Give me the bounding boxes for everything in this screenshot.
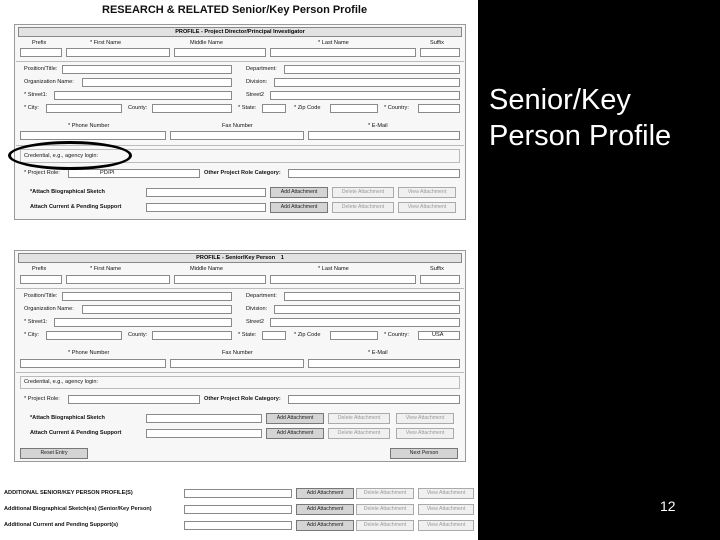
additional-profiles-add-button[interactable]: Add Attachment	[296, 488, 354, 499]
sk-profile-header-text: PROFILE - Senior/Key Person	[196, 255, 276, 261]
additional-profiles-delete-button[interactable]: Delete Attachment	[356, 488, 414, 499]
pd-project-role-label: * Project Role:	[24, 170, 60, 176]
additional-profiles-file	[184, 489, 292, 498]
pd-biosketch-label: *Attach Biographical Sketch	[30, 189, 105, 195]
sk-phone-label: * Phone Number	[68, 350, 110, 356]
additional-biosketches-label: Additional Biographical Sketch(es) (Senior/Key Person)	[4, 506, 152, 512]
sk-suffix-label: Suffix	[430, 266, 444, 272]
pd-other-role-label: Other Project Role Category:	[204, 170, 281, 176]
sk-current-pending-delete-button[interactable]: Delete Attachment	[328, 428, 390, 439]
pd-credential-label: Credential, e.g., agency login:	[24, 153, 99, 159]
pd-phone-label: * Phone Number	[68, 123, 110, 129]
sk-email-input[interactable]	[308, 359, 460, 368]
pd-state-select[interactable]	[262, 104, 286, 113]
pd-county-input[interactable]	[152, 104, 232, 113]
sk-street1-label: * Street1:	[24, 319, 48, 325]
additional-biosketches-add-button[interactable]: Add Attachment	[296, 504, 354, 515]
sk-current-pending-file	[146, 429, 262, 438]
sk-email-label: * E-Mail	[368, 350, 388, 356]
pd-division-label: Division:	[246, 79, 268, 85]
sk-other-role-input[interactable]	[288, 395, 460, 404]
sk-prefix-input[interactable]	[20, 275, 62, 284]
sk-zip-label: * Zip Code	[294, 332, 321, 338]
pd-state-label: * State:	[238, 105, 257, 111]
pd-project-role-select[interactable]	[68, 169, 200, 178]
sk-other-role-label: Other Project Role Category:	[204, 396, 281, 402]
sk-current-pending-view-button[interactable]: View Attachment	[396, 428, 454, 439]
sk-state-label: * State:	[238, 332, 257, 338]
pd-first-name-label: * First Name	[90, 40, 122, 46]
sk-state-select[interactable]	[262, 331, 286, 340]
additional-biosketches-delete-button[interactable]: Delete Attachment	[356, 504, 414, 515]
additional-biosketches-view-button[interactable]: View Attachment	[418, 504, 474, 515]
sk-current-pending-label: Attach Current & Pending Support	[30, 430, 122, 436]
sk-country-value: USA	[432, 332, 444, 338]
page-title: RESEARCH & RELATED Senior/Key Person Profile	[102, 4, 368, 16]
pd-prefix-input[interactable]	[20, 48, 62, 57]
sk-project-role-select[interactable]	[68, 395, 200, 404]
pd-other-role-input[interactable]	[288, 169, 460, 178]
pd-organization-label: Organization Name:	[24, 79, 74, 85]
sk-division-label: Division:	[246, 306, 268, 312]
sk-suffix-input[interactable]	[420, 275, 460, 284]
additional-current-pending-file	[184, 521, 292, 530]
pd-zip-label: * Zip Code	[294, 105, 321, 111]
sk-first-name-label: * First Name	[90, 266, 122, 272]
sk-last-name-label: * Last Name	[318, 266, 349, 272]
pd-division-input[interactable]	[274, 78, 460, 87]
pd-last-name-label: * Last Name	[318, 40, 349, 46]
pd-department-label: Department:	[246, 66, 277, 72]
pd-country-select[interactable]	[418, 104, 460, 113]
sk-biosketch-label: *Attach Biographical Sketch	[30, 415, 105, 421]
sk-division-input[interactable]	[274, 305, 460, 314]
sk-city-label: * City:	[24, 332, 39, 338]
pd-email-input[interactable]	[308, 131, 460, 140]
pd-profile-header: PROFILE - Project Director/Principal Investigator	[18, 27, 462, 37]
pd-project-role-value: PD/PI	[100, 170, 115, 176]
sk-current-pending-add-button[interactable]: Add Attachment	[266, 428, 324, 439]
sk-fax-label: Fax Number	[222, 350, 253, 356]
pd-suffix-label: Suffix	[430, 40, 444, 46]
pd-current-pending-label: Attach Current & Pending Support	[30, 204, 122, 210]
pd-organization-input[interactable]	[82, 78, 232, 87]
pd-street2-input[interactable]	[270, 91, 460, 100]
sk-biosketch-view-button[interactable]: View Attachment	[396, 413, 454, 424]
pd-phone-input[interactable]	[20, 131, 166, 140]
sk-middle-name-label: Middle Name	[190, 266, 223, 272]
sk-credential-input[interactable]	[20, 376, 460, 389]
pd-county-label: County:	[128, 105, 148, 111]
pd-current-pending-file	[146, 203, 266, 212]
pd-city-input[interactable]	[46, 104, 122, 113]
slide-page-number: 12	[660, 498, 676, 514]
pd-fax-label: Fax Number	[222, 123, 253, 129]
pd-street1-label: * Street1:	[24, 92, 48, 98]
sk-prefix-label: Prefix	[32, 266, 47, 272]
pd-suffix-input[interactable]	[420, 48, 460, 57]
pd-street2-label: Street2	[246, 92, 265, 98]
sk-organization-input[interactable]	[82, 305, 232, 314]
sk-profile-header	[18, 253, 462, 263]
sk-biosketch-file	[146, 414, 262, 423]
sk-organization-label: Organization Name:	[24, 306, 74, 312]
sk-biosketch-delete-button[interactable]: Delete Attachment	[328, 413, 390, 424]
additional-profiles-view-button[interactable]: View Attachment	[418, 488, 474, 499]
pd-biosketch-delete-button[interactable]: Delete Attachment	[332, 187, 394, 198]
pd-current-pending-add-button[interactable]: Add Attachment	[270, 202, 328, 213]
slide-title: Senior/Key Person Profile	[489, 84, 672, 152]
pd-zip-input[interactable]	[330, 104, 378, 113]
credential-highlight-circle	[8, 141, 132, 170]
pd-fax-input[interactable]	[170, 131, 304, 140]
sk-profile-header-num: 1	[280, 255, 284, 261]
pd-middle-name-label: Middle Name	[190, 40, 223, 46]
pd-last-name-input[interactable]	[270, 48, 416, 57]
sk-country-label: * Country:	[384, 332, 409, 338]
sk-credential-label: Credential, e.g., agency login:	[24, 379, 99, 385]
next-person-button[interactable]: Next Person	[390, 448, 458, 459]
sk-position-label: Position/Title:	[24, 293, 58, 299]
pd-biosketch-add-button[interactable]: Add Attachment	[270, 187, 328, 198]
pd-position-label: Position/Title:	[24, 66, 58, 72]
slide-sidebar	[478, 0, 720, 540]
pd-current-pending-delete-button[interactable]: Delete Attachment	[332, 202, 394, 213]
pd-biosketch-view-button[interactable]: View Attachment	[398, 187, 456, 198]
sk-department-label: Department:	[246, 293, 277, 299]
sk-department-input[interactable]	[284, 292, 460, 301]
pd-current-pending-view-button[interactable]: View Attachment	[398, 202, 456, 213]
pd-email-label: * E-Mail	[368, 123, 388, 129]
reset-entry-button[interactable]: Reset Entry	[20, 448, 88, 459]
additional-current-pending-delete-button[interactable]: Delete Attachment	[356, 520, 414, 531]
pd-middle-name-input[interactable]	[174, 48, 266, 57]
additional-profiles-label: ADDITIONAL SENIOR/KEY PERSON PROFILE(S)	[4, 490, 133, 496]
pd-street1-input[interactable]	[54, 91, 232, 100]
sk-phone-input[interactable]	[20, 359, 166, 368]
sk-street1-input[interactable]	[54, 318, 232, 327]
pd-prefix-label: Prefix	[32, 40, 47, 46]
additional-current-pending-add-button[interactable]: Add Attachment	[296, 520, 354, 531]
pd-biosketch-file	[146, 188, 266, 197]
sk-city-input[interactable]	[46, 331, 122, 340]
sk-county-label: County:	[128, 332, 148, 338]
sk-fax-input[interactable]	[170, 359, 304, 368]
sk-last-name-input[interactable]	[270, 275, 416, 284]
sk-position-input[interactable]	[62, 292, 232, 301]
sk-middle-name-input[interactable]	[174, 275, 266, 284]
sk-street2-label: Street2	[246, 319, 265, 325]
additional-biosketches-file	[184, 505, 292, 514]
sk-project-role-label: * Project Role:	[24, 396, 60, 402]
additional-current-pending-view-button[interactable]: View Attachment	[418, 520, 474, 531]
sk-biosketch-add-button[interactable]: Add Attachment	[266, 413, 324, 424]
additional-current-pending-label: Additional Current and Pending Support(s)	[4, 522, 119, 528]
pd-department-input[interactable]	[284, 65, 460, 74]
pd-first-name-input[interactable]	[66, 48, 170, 57]
sk-first-name-input[interactable]	[66, 275, 170, 284]
sk-street2-input[interactable]	[270, 318, 460, 327]
sk-county-input[interactable]	[152, 331, 232, 340]
pd-country-label: * Country:	[384, 105, 409, 111]
pd-city-label: * City:	[24, 105, 39, 111]
pd-position-input[interactable]	[62, 65, 232, 74]
sk-zip-input[interactable]	[330, 331, 378, 340]
